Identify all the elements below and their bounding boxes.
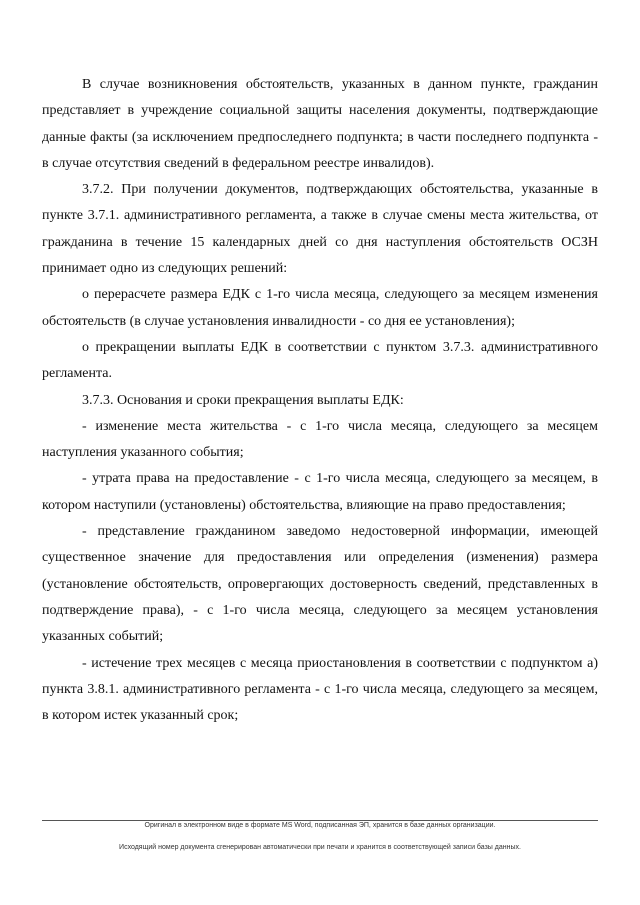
list-item-false-information: - представление гражданином заведомо недостоверной информации, имеющей существенное значение для предоставления или определения (изменения) размера (установление обстоятельств, опровергающих достоверность сведений, представленных в подтверждение права), - с 1-го числа месяца, следующего за месяцем установления указанных событий; — [42, 524, 598, 645]
list-item-loss-of-right: - утрата права на предоставление - с 1-го числа месяца, следующего за месяцем, в котором наступили (установлены) обстоятельства, влияющие на право предоставления; — [42, 471, 598, 513]
document-body — [42, 72, 598, 729]
list-item-suspension-expiry: - истечение трех месяцев с месяца приостановления в соответствии с подпунктом а) пункта 3.8.1. административного регламента - с 1-го числа месяца, следующего за месяцем, в котором истек указанный срок; — [42, 655, 598, 724]
footer-divider — [42, 820, 598, 821]
footer-number-note: Исходящий номер документа сгенерирован автоматически при печати и хранится в соответствующей записи базы данных. — [119, 844, 521, 851]
paragraph-3-7-2: 3.7.2. При получении документов, подтверждающих обстоятельства, указанные в пункте 3.7.1. административного регламента, а также в случае смены места жительства, от гражданина в течение 15 календарных дней со дня наступления обстоятельств ОСЗН принимает одно из следующих решений: — [42, 182, 598, 277]
paragraph-termination: о прекращении выплаты ЕДК в соответствии с пунктом 3.7.3. административного регламента. — [42, 339, 598, 382]
footer-original-note: Оригинал в электронном виде в формате MS Word, подписанная ЭП, хранится в базе данных организации. — [144, 822, 496, 829]
list-item-residence-change: - изменение места жительства - с 1-го числа месяца, следующего за месяцем наступления указанного события; — [42, 418, 598, 461]
paragraph-3-7-3: 3.7.3. Основания и сроки прекращения выплаты ЕДК: — [82, 392, 404, 408]
paragraph-circumstances-documents: В случае возникновения обстоятельств, указанных в данном пункте, гражданин представляет в учреждение социальной защиты населения документы, подтверждающие данные факты (за исключением предпоследнего подпункта; в части последнего подпункта - в случае отсутствия сведений в федеральном реестре инвалидов). — [42, 77, 598, 171]
paragraph-recalculation: о перерасчете размера ЕДК с 1-го числа месяца, следующего за месяцем изменения обстоятельств (в случае установления инвалидности - со дня ее установления); — [42, 287, 598, 329]
